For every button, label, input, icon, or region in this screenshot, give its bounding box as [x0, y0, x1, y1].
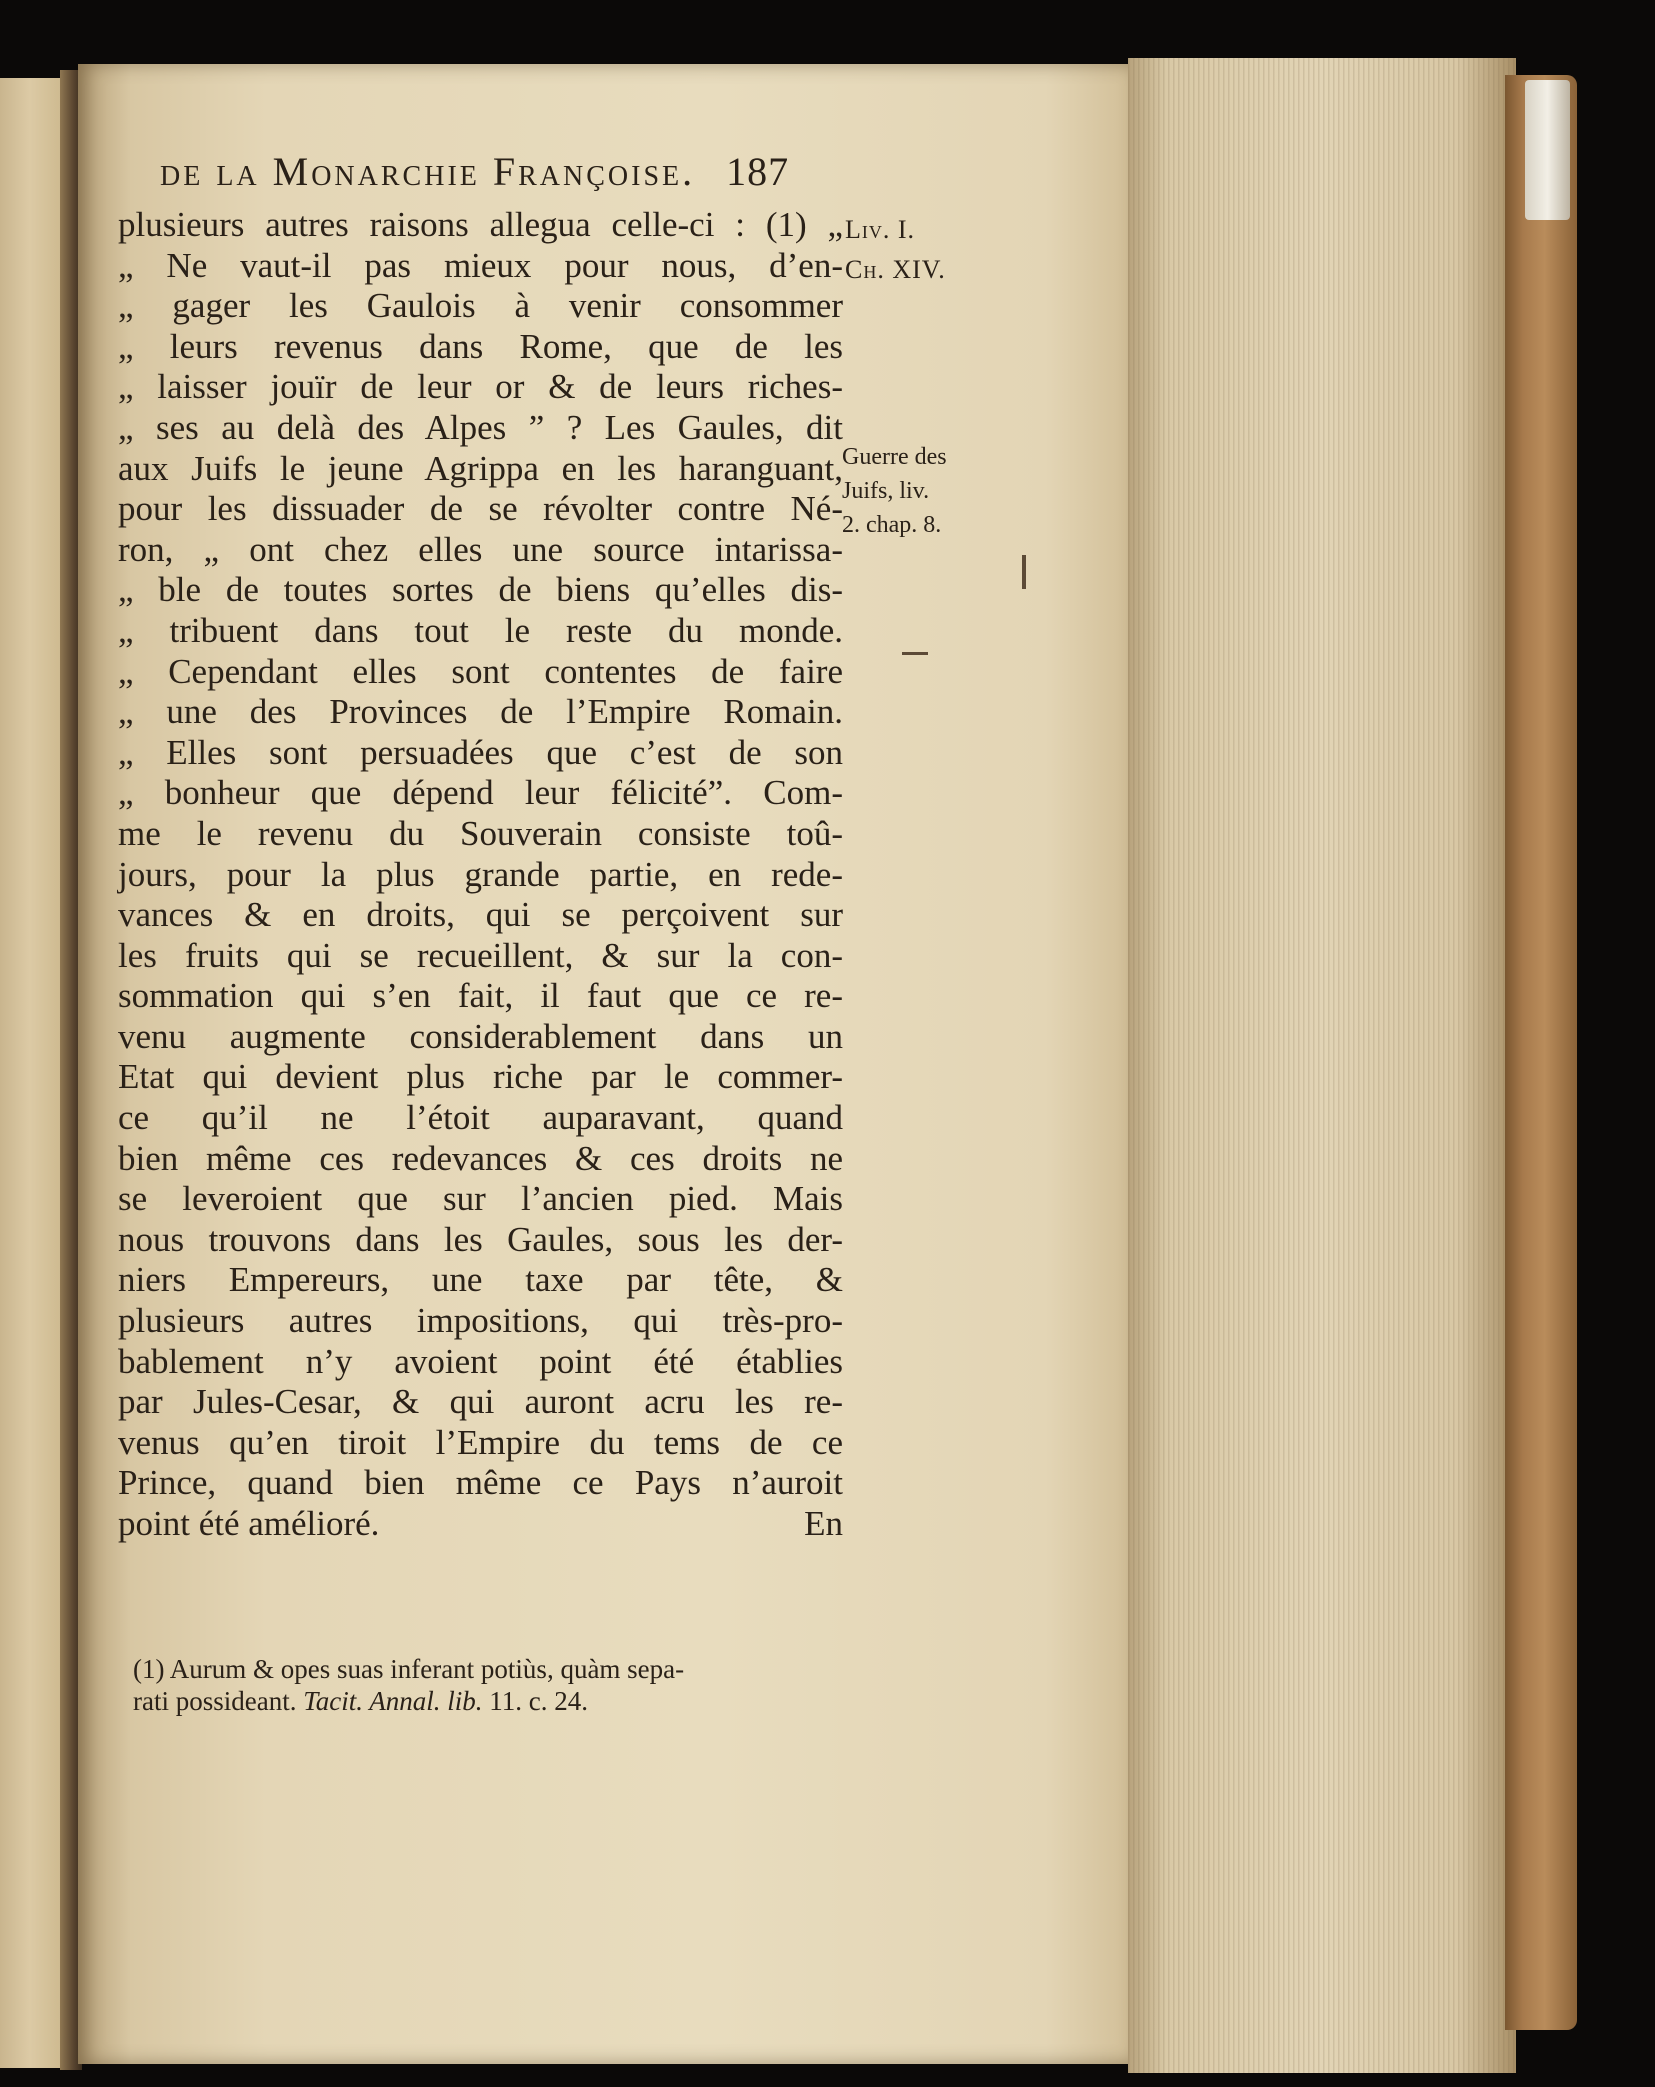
catchword: En	[804, 1504, 843, 1543]
page-block-fore-edge	[1128, 58, 1516, 2073]
footnote	[133, 1653, 833, 1717]
text-line: plusieurs autres impositions, qui très-pro-	[118, 1301, 843, 1341]
margin-note-guerre-line3: 2. chap. 8.	[842, 512, 942, 538]
text-line: „ Elles sont persuadées que c’est de son	[118, 732, 843, 772]
text-line: venus qu’en tiroit l’Empire du tems de ce	[118, 1422, 843, 1462]
margin-note-liv: Liv. I.	[845, 215, 916, 244]
text-line: bien même ces redevances & ces droits ne	[118, 1138, 843, 1178]
footnote-line2	[133, 1685, 833, 1717]
footnote-line1: (1) Aurum & opes suas inferant potiùs, quàm sepa-	[133, 1654, 685, 1684]
margin-note-guerre-line1: Guerre des	[842, 444, 947, 470]
final-line-text: point été amélioré.	[118, 1504, 380, 1543]
text-line: jours, pour la plus grande partie, en rede-	[118, 854, 843, 894]
text-line: „ Ne vaut-il pas mieux pour nous, d’en-	[118, 245, 843, 285]
running-title: de la Monarchie Françoise.	[160, 149, 696, 194]
text-line: pour les dissuader de se révolter contre Né-	[118, 489, 843, 529]
text-line: „ ble de toutes sortes de biens qu’elles dis-	[118, 570, 843, 610]
text-line: vances & en droits, qui se perçoivent sur	[118, 895, 843, 935]
text-line: les fruits qui se recueillent, & sur la con-	[118, 935, 843, 975]
text-line: se leveroient que sur l’ancien pied. Mais	[118, 1179, 843, 1219]
text-line: venu augmente considerablement dans un	[118, 1016, 843, 1056]
body-text	[118, 205, 843, 1545]
text-line: „ tribuent dans tout le reste du monde.	[118, 610, 843, 650]
text-line: plusieurs autres raisons allegua celle-ci : (1) „	[118, 205, 843, 244]
cover-worn-corner	[1525, 80, 1570, 220]
text-line: ce qu’il ne l’étoit auparavant, quand	[118, 1098, 843, 1138]
text-line: „ leurs revenus dans Rome, que de les	[118, 326, 843, 366]
text-line: aux Juifs le jeune Agrippa en les haranguant,	[118, 448, 843, 488]
text-line: sommation qui s’en fait, il faut que ce re-	[118, 976, 843, 1016]
text-line: „ Cependant elles sont contentes de faire	[118, 651, 843, 691]
running-header	[160, 148, 860, 195]
text-line: niers Empereurs, une taxe par tête, &	[118, 1260, 843, 1300]
footnote-roman: rati possideant.	[133, 1686, 297, 1716]
margin-note-guerre-line2: Juifs, liv.	[842, 478, 930, 504]
ink-mark	[902, 652, 928, 655]
page-number: 187	[726, 149, 790, 194]
margin-note-ch: Ch. XIV.	[845, 255, 946, 284]
book-cover-edge	[1505, 75, 1577, 2030]
text-line: par Jules-Cesar, & qui auront acru les re-	[118, 1382, 843, 1422]
ink-mark	[1022, 555, 1026, 589]
footnote-citation-italic: Tacit. Annal. lib.	[303, 1686, 483, 1716]
text-line: Etat qui devient plus riche par le commer-	[118, 1057, 843, 1097]
text-line-final	[118, 1504, 843, 1545]
text-line: „ gager les Gaulois à venir consommer	[118, 286, 843, 326]
text-line: „ une des Provinces de l’Empire Romain.	[118, 692, 843, 732]
text-line: „ bonheur que dépend leur félicité”. Com-	[118, 773, 843, 813]
text-line: Prince, quand bien même ce Pays n’auroit	[118, 1463, 843, 1503]
margin-note-book-chapter	[845, 210, 946, 290]
margin-note-reference	[842, 440, 947, 542]
text-line: „ ses au delà des Alpes ” ? Les Gaules, dit	[118, 407, 843, 447]
text-line: nous trouvons dans les Gaules, sous les der-	[118, 1219, 843, 1259]
text-line: „ laisser jouïr de leur or & de leurs riches-	[118, 367, 843, 407]
footnote-citation-end: 11. c. 24.	[489, 1686, 588, 1716]
text-line: me le revenu du Souverain consiste toû-	[118, 813, 843, 853]
text-line: bablement n’y avoient point été établies	[118, 1341, 843, 1381]
text-line: ron, „ ont chez elles une source intarissa-	[118, 529, 843, 569]
